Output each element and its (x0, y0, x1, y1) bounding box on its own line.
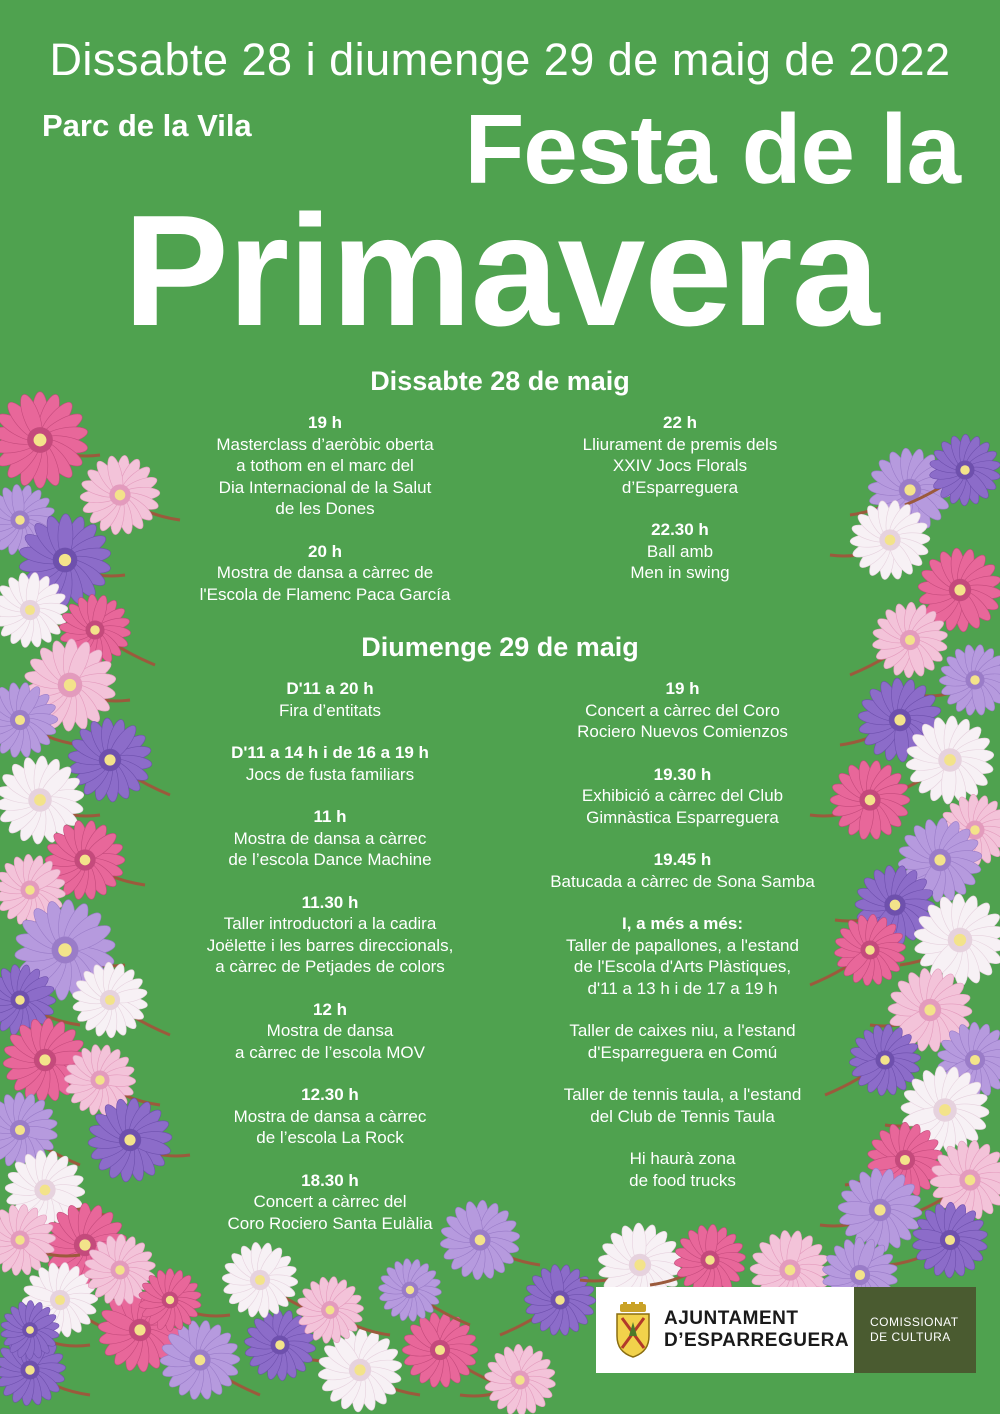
program-item (165, 678, 495, 721)
program-time: D'11 a 20 h (286, 679, 374, 698)
program-description: Fira d’entitats (278, 700, 382, 720)
saturday-heading: Dissabte 28 de maig (370, 366, 630, 396)
program-item (165, 892, 495, 978)
gerbera-flower (317, 1328, 420, 1413)
program-description: Concert a càrrec del Coro (585, 700, 780, 720)
gerbera-flower (72, 962, 170, 1038)
program-description: Rociero Nuevos Comienzos (577, 722, 788, 741)
program-item (165, 999, 495, 1064)
program-description: XXIV Jocs Florals (612, 456, 748, 475)
ajuntament-name-line-1: AJUNTAMENT (664, 1308, 799, 1329)
ajuntament-name-line-2: D’ESPARREGUERA (664, 1330, 850, 1351)
program-description: Lliurament de premis dels (582, 434, 778, 454)
program-description: Mostra de dansa (266, 1021, 394, 1040)
program-item (165, 1084, 495, 1149)
title-line-2: Primavera (123, 183, 879, 359)
program-description: d'Esparreguera en Comú (587, 1042, 778, 1062)
program-description: Masterclass d’aeròbic oberta (216, 434, 434, 454)
program-time: 22 h (662, 413, 698, 432)
program-time: 20 h (307, 541, 343, 561)
gerbera-flower (68, 718, 170, 803)
program-description: Dia Internacional de la Salut (218, 477, 432, 497)
program-description: Jocs de fusta familiars (245, 764, 415, 784)
gerbera-flower (138, 1269, 230, 1332)
program-time: D'11 a 14 h i de 16 a 19 h (231, 743, 429, 762)
extra-activity (525, 1148, 840, 1191)
saturday-right-column (530, 412, 830, 605)
program-description: de l’escola Dance Machine (228, 850, 432, 869)
program-item (165, 742, 495, 785)
program-description: Mostra de dansa a càrrec de (216, 563, 434, 582)
gerbera-flower (460, 1344, 556, 1414)
program-item (180, 412, 470, 520)
comissionat-line-2: DE CULTURA (870, 1330, 951, 1344)
program-description: Taller de papallones, a l'estand (566, 935, 799, 955)
extra-activity (525, 1020, 840, 1063)
program-description: Mostra de dansa a càrrec (233, 828, 427, 848)
town-crest-icon (614, 1302, 652, 1358)
program-item (525, 764, 840, 829)
program-item (525, 678, 840, 743)
program-item (525, 913, 840, 999)
program-time: 12 h (312, 999, 348, 1019)
program-time: 19 h (665, 679, 700, 698)
program-item (180, 541, 470, 606)
program-time: 19.30 h (653, 764, 712, 784)
program-description: d'11 a 13 h i de 17 a 19 h (587, 978, 778, 998)
comissionat-label (854, 1287, 976, 1373)
program-description: a càrrec de l’escola MOV (235, 1042, 425, 1062)
program-item (165, 1170, 495, 1235)
program-description: l'Escola de Flamenc Paca García (199, 584, 451, 604)
sunday-heading: Diumenge 29 de maig (361, 632, 639, 662)
program-description: Mostra de dansa a càrrec (233, 1106, 427, 1126)
program-description: Exhibició a càrrec del Club (581, 786, 784, 805)
program-time: 22.30 h (651, 520, 709, 539)
program-time: 18.30 h (301, 1170, 359, 1190)
saturday-left-column (180, 412, 470, 626)
program-description: a càrrec de Petjades de colors (215, 957, 445, 976)
program-time: 11.30 h (301, 892, 359, 912)
program-item (530, 412, 830, 498)
program-description: Ball amb (646, 541, 714, 561)
program-description: d’Esparreguera (621, 477, 739, 497)
title-line-1: Festa de la (464, 94, 960, 204)
program-time: 12.30 h (301, 1085, 359, 1104)
program-description: Batucada a càrrec de Sona Samba (550, 871, 815, 891)
event-dates: Dissabte 28 i diumenge 29 de maig de 2022 (49, 34, 951, 85)
program-description: del Club de Tennis Taula (590, 1106, 775, 1126)
sunday-right-column (525, 678, 840, 1212)
program-item (530, 519, 830, 584)
venue-name: Parc de la Vila (42, 108, 252, 143)
gerbera-flower (500, 1264, 596, 1336)
program-description: de food trucks (629, 1170, 736, 1190)
ajuntament-name (664, 1308, 849, 1352)
program-description: Concert a càrrec del (253, 1192, 407, 1211)
ajuntament-logo (596, 1287, 854, 1373)
program-time: I, a més a més: (622, 914, 743, 933)
program-item (165, 806, 495, 871)
program-description: Men in swing (630, 563, 730, 582)
program-description: Gimnàstica Esparreguera (586, 807, 779, 827)
comissionat-line-1: COMISSIONAT (870, 1315, 959, 1329)
sunday-left-column (165, 678, 495, 1255)
program-description: de l'Escola d'Arts Plàstiques, (573, 957, 792, 976)
gerbera-flower (0, 392, 100, 489)
program-time: 11 h (313, 807, 347, 826)
gerbera-flower (80, 455, 180, 536)
program-description: Hi haurà zona (629, 1149, 736, 1168)
extra-activity (525, 1084, 840, 1127)
program-description: Taller de caixes niu, a l'estand (569, 1021, 796, 1040)
program-time: 19 h (307, 413, 343, 432)
program-description: de l’escola La Rock (256, 1128, 404, 1147)
program-description: a tothom en el marc del (236, 456, 414, 475)
program-description: Coro Rociero Santa Eulàlia (227, 1213, 433, 1233)
program-time: 19.45 h (653, 850, 712, 869)
program-description: de les Dones (275, 499, 375, 518)
organizer-logo (596, 1287, 976, 1373)
program-description: Taller introductori a la cadira (223, 914, 437, 933)
program-item (525, 849, 840, 892)
program-description: Joëlette i les barres direccionals, (206, 935, 454, 955)
program-description: Taller de tennis taula, a l'estand (563, 1085, 802, 1104)
